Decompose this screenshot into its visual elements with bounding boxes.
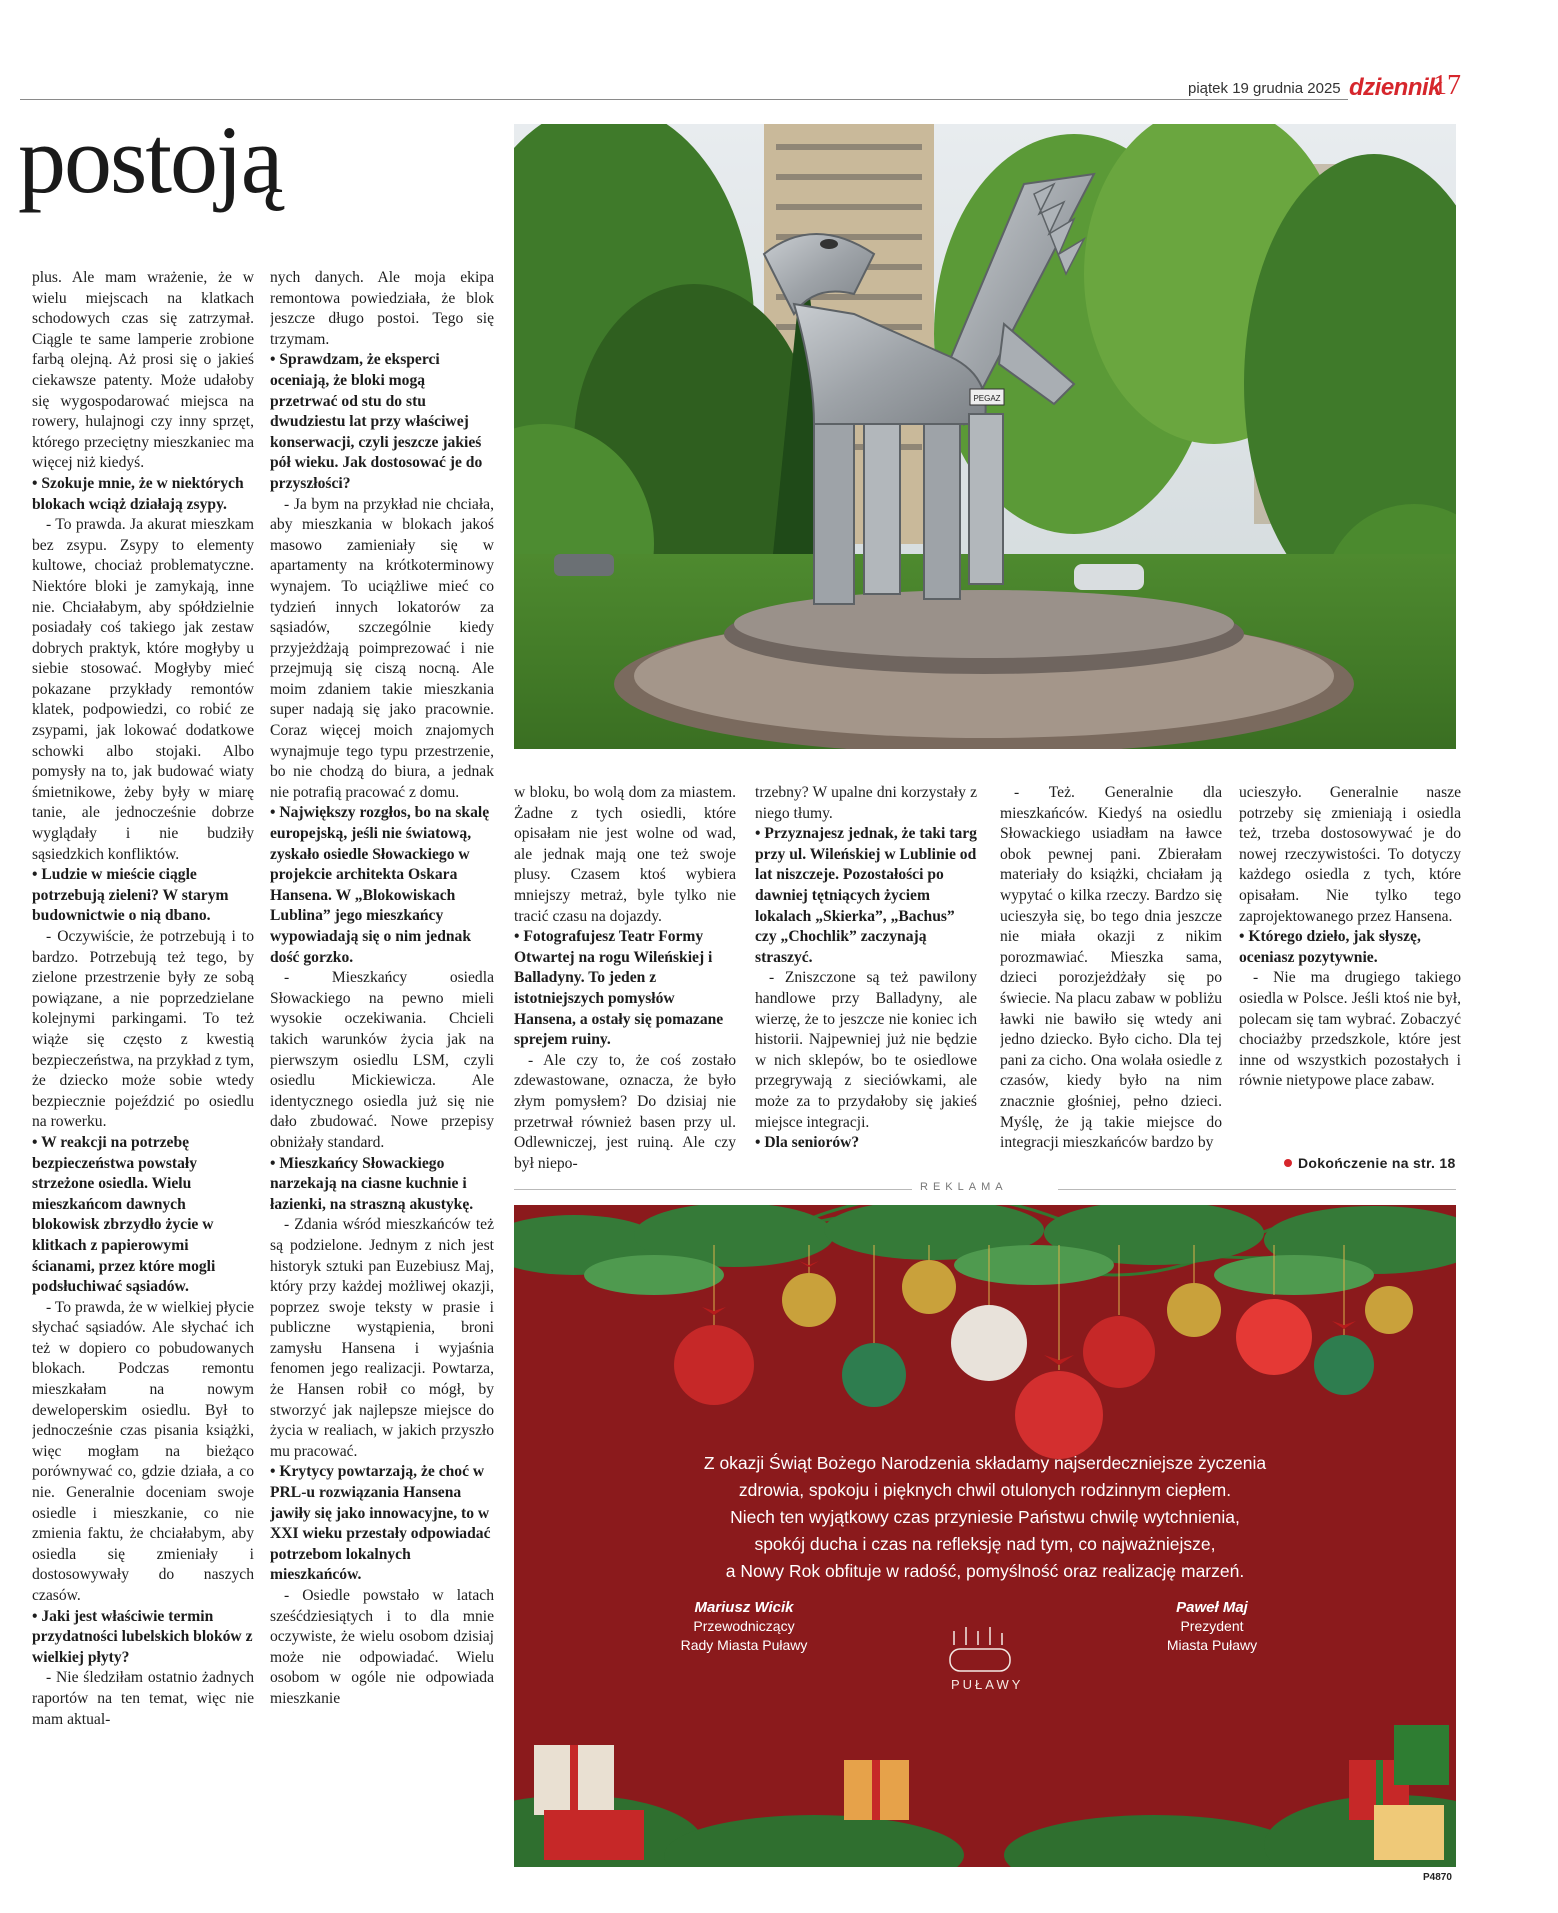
article-paragraph: - To prawda. Ja akurat mieszkam bez zsypu. Zsypy to elementy kultowe, chociaż problematyczne. Niektóre bloki je zamykają, inne nie. Chciałabym, aby spółdzielnie posiadały coś takiego jak zestaw dobrych praktyk, które mogłyby u siebie stosować. Mogłyby mieć pokazane przykłady remontów klatek, podpowiedzi, co robić ze zsypami, jak lokować dodatkowe schowki albo stojaki. Albo pomysły na to, jak budować wiaty śmietnikowe, żeby były w miarę tanie, ale jednocześnie dobrze wyglądały i nie budziły sąsiedzkich konfliktów. [32,516,254,863]
article-paragraph: - Ale czy to, że coś zostało zdewastowane, oznacza, że było złym pomysłem? Do dzisiaj nie przetrwał również basen przy ul. Odlewniczej, jest ruiną. Ale czy był niepo- [514,1051,736,1172]
bullet-icon [1284,1159,1292,1167]
article-paragraph: - Osiedle powstało w latach sześćdziesiątych i to dla mnie oczywiste, że wielu osobom dzisiaj może nie odpowiadać. Wielu osobom w ogóle nie odpowiada mieszkanie [270,1587,494,1707]
article-paragraph: plus. Ale mam wrażenie, że w wielu miejscach na klatkach schodowych czas się zatrzymał. Ciągle te same lamperie zrobione farbą olejną. Aż prosi się o jakieś ciekawsze patenty. Może udałoby się wygospodarować miejsca na rowery, hulajnogi czy inny sprzęt, którego przeciętny mieszkaniec ma więcej niż kiedyś. [32,269,254,472]
interview-question: • Szokuje mnie, że w niektórych blokach wciąż działają zsypy. [32,474,244,513]
article-paragraph: w bloku, bo wolą dom za miastem. Żadne z tych osiedli, które opisałam nie jest wolne od wad, ale jednak mają one też swoje plusy. Czasem ktoś wybiera mniejszy metraż, byle tylko nie tracić czasu na dojazdy. [514,784,736,925]
article-paragraph: - To prawda, że w wielkiej płycie słychać sąsiadów. Ale słychać ich też w dopiero co pobudowanych blokach. Podczas remontu mieszkałam na nowym deweloperskim osiedlu. Był to jednocześnie czas pisania książki, więc mogłam na bieżąco porównywać co, gdzie działa, a co nie. Generalnie doceniam swoje osiedle i mieszkanie, co nie zmienia faktu, że chciałabym, aby osiedla się zmieniały i dostosowywały do naszych czasów. [32,1298,254,1604]
signer-1-title-1: Przewodniczący [693,1618,795,1634]
article-column-4 [755,783,977,1183]
interview-question: • Dla seniorów? [755,1134,860,1152]
article-column-5 [1000,783,1222,1183]
header-rule [20,99,1348,100]
interview-question: • Największy rozgłos, bo na skalę europejską, jeśli nie światową, zyskało osiedle Słowackiego w projekcie architekta Oskara Hansena. W „Blokowiskach Lublina” jego mieszkańcy wypowiadają się o nim jednak dość gorzko. [270,804,490,966]
signer-2-name: Paweł Maj [1176,1599,1248,1616]
article-paragraph: - Mieszkańcy osiedla Słowackiego na pewno mieli wysokie oczekiwania. Chcieli takich warunków życia jak na pierwszym osiedlu LSM, czyli osiedlu Mickiewicza. Ale identycznego osiedla już się nie dało zbudować. Nowe przepisy obniżały standard. [270,969,494,1151]
signer-2-title-2: Miasta Puławy [1166,1637,1258,1653]
article-paragraph: - Ja bym na przykład nie chciała, aby mieszkania w blokach jakoś masowo zamieniały się w apartamenty na krótkoterminowy wynajem. To uciążliwe mieć co tydzień innych lokatorów za sąsiadów, szczególnie kiedy przyjeżdżają poimprezować i nie przejmują się ciszą nocną. Ale moim zdaniem takie mieszkania super nadają się jako pracownie. Coraz więcej moich znajomych wynajmuje tego typu przestrzenie, bo nie chodzą do biura, a jednak nie potrafią pracować z domu. [270,495,494,801]
article-paragraph: nych danych. Ale moja ekipa remontowa powiedziała, że blok jeszcze długo postoi. Tego się trzymam. [270,269,494,348]
article-paragraph: - Nie ma drugiego takiego osiedla w Polsce. Jeśli ktoś nie był, polecam się tam wybrać. Zobaczyć chociażby przedszkole, które jest inne od wszystkich pozostałych i równie nietypowe place zabaw. [1239,969,1461,1090]
ad-label: REKLAMA [920,1181,1008,1193]
issue-date: piątek 19 grudnia 2025 [1188,80,1341,97]
ad-line-3: Niech ten wyjątkowy czas przyniesie Państwu chwilę wytchnienia, [730,1507,1240,1527]
interview-question: • W reakcji na potrzebę bezpieczeństwa powstały strzeżone osiedla. Wielu mieszkańcom dawnych blokowisk zbrzydło życie w klitkach z papierowymi ścianami, przez które mogli podsłuchiwać sąsiadów. [32,1133,216,1296]
interview-question: • Fotografujesz Teatr Formy Otwartej na rogu Wileńskiej i Balladyny. To jeden z istotniejszych pomysłów Hansena, a ostały się pomazane sprejem ruiny. [514,928,724,1049]
article-paragraph: - Zdania wśród mieszkańców też są podzielone. Jednym z nich jest historyk sztuki pan Euzebiusz Maj, który przy każdej możliwej okazji, poprzez swoje teksty w prasie i publiczne wystąpienia, broni zamysłu Hansena i wyjaśnia fenomen jego realizacji. Powtarza, że Hansen robił co mógł, by stworzyć jak najlepsze miejsce do życia w realiach, w jakich przyszło mu pracować. [270,1216,494,1460]
headline: postoją [18,106,282,213]
ad-separator-right [1058,1189,1456,1190]
ad-code: P4870 [1423,1872,1452,1883]
article-paragraph: - Zniszczone są też pawilony handlowe przy Balladyny, ale wierzę, że to jeszcze nie koniec ich historii. Najpewniej już nie będzie w nich sklepów, bo te osiedlowe przegrywają z sieciówkami, ale może za to przydałoby się jakieś miejsce integracji. [755,969,977,1131]
article-paragraph: ucieszyło. Generalnie nasze potrzeby się zmieniają i osiedla też, trzeba dostosowywać je do nowej rzeczywistości. To dotyczy każdego osiedla z tych, które opisałam. Nie tylko tego zaprojektowanego przez Hansena. [1239,784,1461,925]
pulawy-logo-text: PUŁAWY [951,1677,1024,1692]
interview-question: • Przyznajesz jednak, że taki targ przy ul. Wileńskiej w Lublinie od lat niszczeje. Pozostałości po dawniej tętniących życiem lokalach „Skierka”, „Bachus” czy „Chochlik” zaczynają straszyć. [755,825,977,966]
signer-1 [614,1598,874,1655]
article-column-6 [1239,783,1461,1143]
ad-separator-left [514,1189,912,1190]
interview-question: • Mieszkańcy Słowackiego narzekają na ciasne kuchnie i łazienki, na straszną akustykę. [270,1154,474,1213]
article-column-2 [270,268,494,1892]
ad-line-4: spokój ducha i czas na refleksję nad tym, co najważniejsze, [754,1534,1216,1554]
ad-line-2: zdrowia, spokoju i pięknych chwil otulonych rodzinnym ciepłem. [738,1480,1232,1500]
signer-2 [1082,1598,1342,1655]
ad-line-5: a Nowy Rok obfituje w radość, pomyślność oraz realizację marzeń. [725,1561,1245,1581]
interview-question: • Ludzie w mieście ciągle potrzebują zieleni? W starym budownictwie o nią dbano. [32,866,229,925]
article-paragraph: - Oczywiście, że potrzebują i to bardzo. Potrzebują też tego, by zielone przestrzenie były ze sobą powiązane, a nie poprzedzielane kolejnymi parkingami. To też wiąże się często z kwestią bezpieczeństwa, na przykład z tym, że dziecko może sobie wtedy bezpiecznie pojeździć po osiedlu na rowerku. [32,928,254,1131]
interview-question: • Krytycy powtarzają, że choć w PRL-u rozwiązania Hansena jawiły się jako innowacyjne, to w XXI wieku przestały odpowiadać potrzebom lokalnych mieszkańców. [270,1463,491,1584]
article-paragraph: - Też. Generalnie dla mieszkańców. Kiedyś na osiedlu Słowackiego usiadłam na ławce obok pewnej pani. Zbierałam materiały do książki, chciałam ją wypytać o kilka rzeczy. Bardzo się ucieszyła się, bo tego dnia jeszcze nie miała okazji z nikim porozmawiać. Mieszka sama, dzieci porozjeżdżały się po świecie. Na placu zabaw w pobliżu ławki nie bawiło się wtedy ani jedno dziecko. Było cicho. Dla tej pani za cicho. Ona wolała osiedle z czasów, kiedy było na nim znacznie głośniej, pełno dzieci. Myślę, że ją takie miejsce do integracji mieszkańców bardzo by [1000,784,1222,1152]
article-paragraph: trzebny? W upalne dni korzystały z niego tłumy. [755,784,977,822]
interview-question: • Sprawdzam, że eksperci oceniają, że bloki mogą przetrwać od stu do stu dwudziestu lat przy właściwej konserwacji, czyli jeszcze jakieś pół wieku. Jak dostosować je do przyszłości? [270,351,483,492]
continuation-text: Dokończenie na str. 18 [1298,1155,1456,1171]
sculpture-plaque: PEGAZ [973,394,1001,403]
signer-2-title-1: Prezydent [1180,1618,1244,1634]
signer-1-title-2: Rady Miasta Puławy [680,1637,808,1653]
article-column-1 [32,268,254,1892]
ad-line-1: Z okazji Świąt Bożego Narodzenia składamy najserdeczniejsze życzenia [703,1453,1267,1473]
signer-1-name: Mariusz Wicik [694,1599,794,1616]
article-paragraph: - Nie śledziłam ostatnio żadnych raportów na ten temat, więc nie mam aktual- [32,1669,254,1728]
interview-question: • Jaki jest właściwie termin przydatności lubelskich bloków z wielkiej płyty? [32,1607,253,1666]
interview-question: • Którego dzieło, jak słyszę, oceniasz pozytywnie. [1239,928,1421,966]
page-number: 17 [1433,70,1461,101]
christmas-advertisement[interactable] [514,1205,1456,1867]
continuation-note[interactable] [1284,1155,1456,1171]
pegasus-sculpture-photo [514,124,1456,749]
article-column-3 [514,783,736,1183]
newspaper-logo[interactable]: dziennik [1349,74,1442,101]
article-photo [514,124,1456,749]
ad-greeting [514,1450,1456,1585]
